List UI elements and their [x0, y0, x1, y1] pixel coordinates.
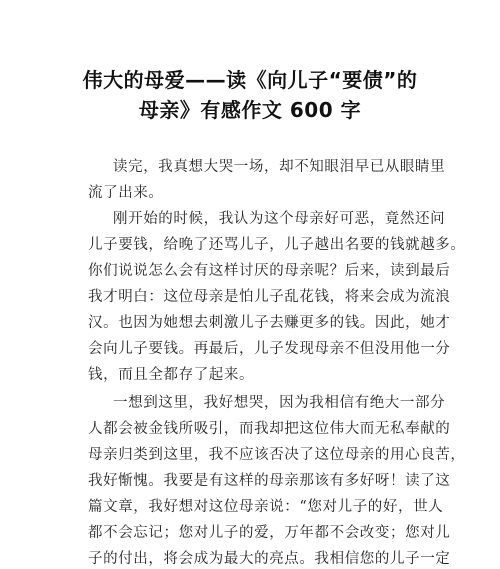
body-line-5: 你们说说怎么会有这样讨厌的母亲呢？后来，读到最后: [88, 263, 451, 279]
body-line-16: 子的付出，将会成为最大的亮点。我相信您的儿子一定: [88, 551, 451, 567]
body-line-6: 我才明白：这位母亲是怕儿子乱花钱，将来会成为流浪: [88, 289, 451, 305]
body-line-15: 都不会忘记；您对儿子的爱，万年都不会改变；您对儿: [88, 525, 451, 541]
body-line-1: 读完，我真想大哭一场，却不知眼泪早已从眼睛里: [113, 159, 446, 175]
body-line-2: 流了出来。: [88, 185, 164, 201]
body-line-11: 人都会被金钱所吸引，而我却把这位伟大而无私奉献的: [88, 421, 451, 437]
body-line-13: 我好惭愧。我要是有这样的母亲那该有多好呀！读了这: [88, 473, 451, 489]
body-line-14: 篇文章，我好想对这位母亲说：“您对儿子的好，世人: [88, 499, 444, 515]
body-line-12: 母亲归类到这里，我不应该否决了这位母亲的用心良苦，: [88, 447, 466, 463]
title-line-2: 母亲》有感作文 600 字: [138, 98, 362, 122]
title-line-1: 伟大的母爱——读《向儿子“要债”的: [82, 68, 418, 92]
body-line-4: 儿子要钱，给晚了还骂儿子，儿子越出名要的钱就越多。: [88, 237, 466, 253]
body-line-3: 刚开始的时候，我认为这个母亲好可恶，竟然还问: [113, 211, 446, 227]
body-line-7: 汉。也因为她想去刺激儿子去赚更多的钱。因此，她才: [88, 315, 451, 331]
body-line-10: 一想到这里，我好想哭，因为我相信有绝大一部分: [113, 395, 446, 411]
body-line-8: 会向儿子要钱。再最后，儿子发现母亲不但没用他一分: [88, 341, 451, 357]
body-line-9: 钱，而且全都存了起来。: [88, 367, 255, 383]
